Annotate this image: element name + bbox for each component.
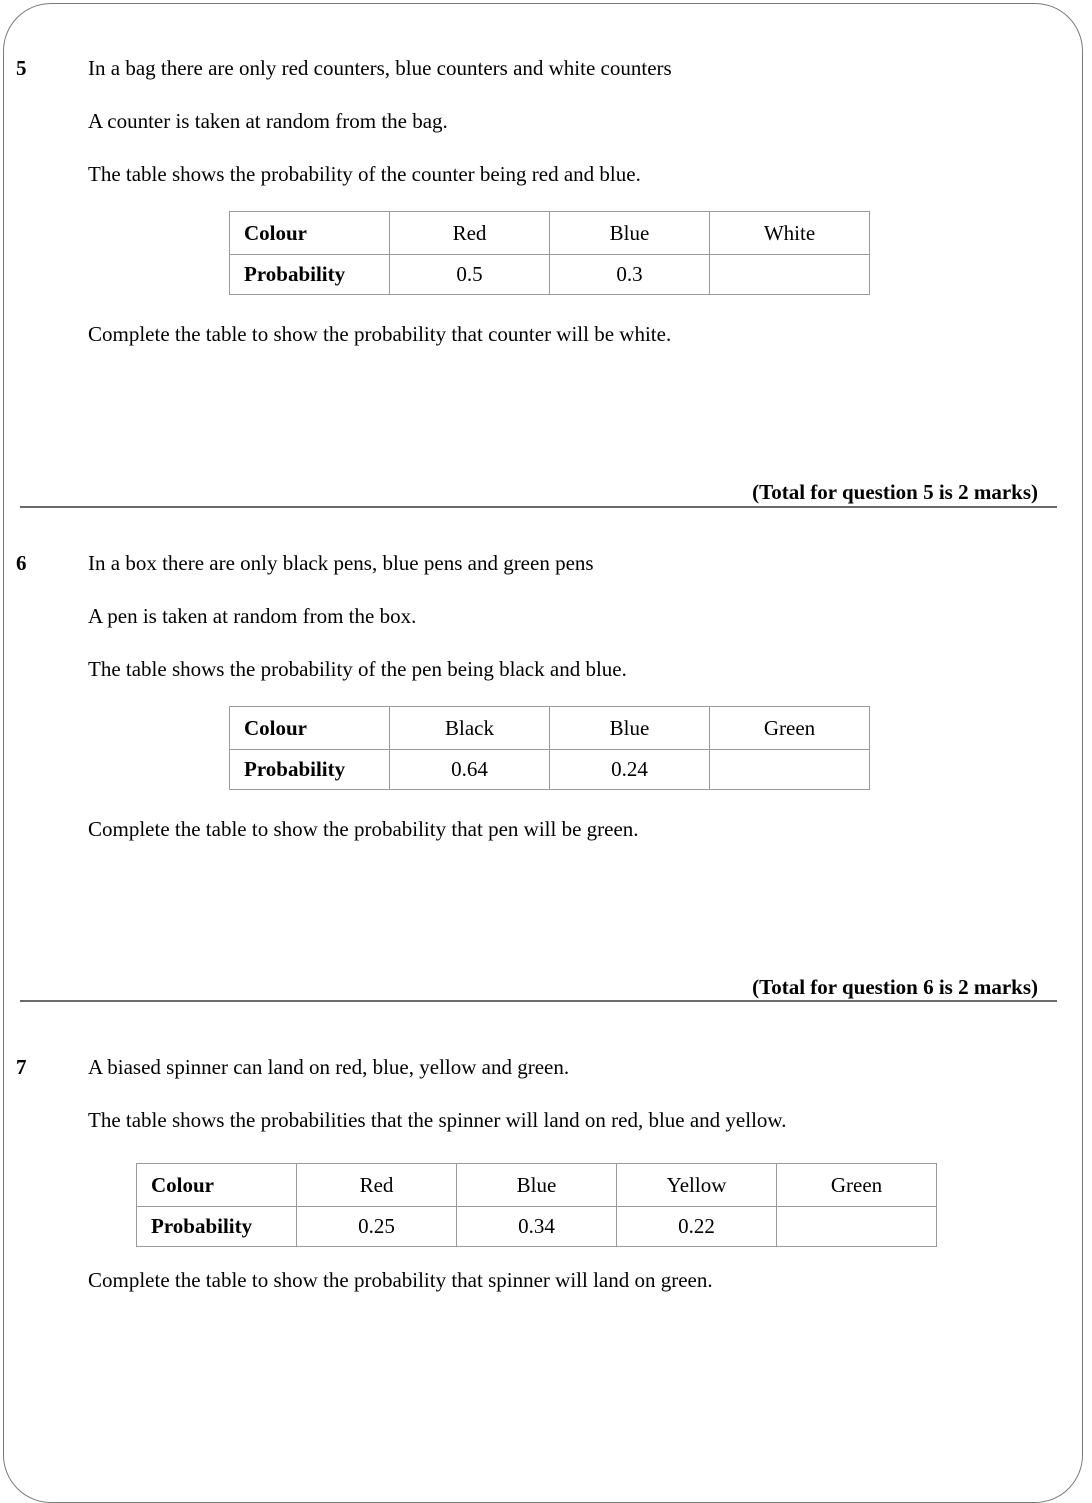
table-cell: White	[710, 212, 870, 255]
table-cell: Red	[390, 212, 550, 255]
divider	[20, 1000, 1057, 1002]
question-5-instruction: Complete the table to show the probability that counter will be white.	[88, 322, 672, 346]
question-6-line-1: In a box there are only black pens, blue pens and green pens	[88, 551, 594, 575]
question-5-line-2: A counter is taken at random from the bag.	[88, 109, 448, 133]
answer-cell-green[interactable]	[710, 750, 870, 790]
table-header-cell: Colour	[230, 707, 390, 750]
table-cell: 0.5	[390, 255, 550, 295]
divider	[20, 506, 1057, 508]
question-7-number: 7	[16, 1055, 27, 1079]
table-cell: 0.34	[457, 1207, 617, 1247]
question-5-line-1: In a bag there are only red counters, blue counters and white counters	[88, 56, 672, 80]
question-5-table	[229, 211, 870, 295]
question-6-line-3: The table shows the probability of the pen being black and blue.	[88, 657, 627, 681]
table-cell: Blue	[550, 212, 710, 255]
table-header-cell: Probability	[230, 255, 390, 295]
table-cell: Green	[710, 707, 870, 750]
table-header-cell: Probability	[230, 750, 390, 790]
table-cell: 0.3	[550, 255, 710, 295]
table-cell: 0.24	[550, 750, 710, 790]
table-cell: Blue	[550, 707, 710, 750]
table-cell: Red	[297, 1164, 457, 1207]
table-header-cell: Colour	[230, 212, 390, 255]
question-6-total: (Total for question 6 is 2 marks)	[752, 975, 1038, 999]
question-7-line-1: A biased spinner can land on red, blue, yellow and green.	[88, 1055, 570, 1079]
answer-cell-white[interactable]	[710, 255, 870, 295]
question-6-table	[229, 706, 870, 790]
question-6-line-2: A pen is taken at random from the box.	[88, 604, 417, 628]
table-cell: Yellow	[617, 1164, 777, 1207]
table-cell: Blue	[457, 1164, 617, 1207]
question-7-instruction: Complete the table to show the probability that spinner will land on green.	[88, 1268, 713, 1292]
question-6-instruction: Complete the table to show the probability that pen will be green.	[88, 817, 639, 841]
table-cell: 0.25	[297, 1207, 457, 1247]
question-7-line-2: The table shows the probabilities that the spinner will land on red, blue and yellow.	[88, 1108, 787, 1132]
question-6-number: 6	[16, 551, 27, 575]
question-5-line-3: The table shows the probability of the counter being red and blue.	[88, 162, 641, 186]
question-7-table	[136, 1163, 937, 1247]
answer-cell-green[interactable]	[777, 1207, 937, 1247]
table-cell: 0.64	[390, 750, 550, 790]
table-cell: Green	[777, 1164, 937, 1207]
question-5-number: 5	[16, 56, 27, 80]
table-header-cell: Colour	[137, 1164, 297, 1207]
table-cell: Black	[390, 707, 550, 750]
table-header-cell: Probability	[137, 1207, 297, 1247]
table-cell: 0.22	[617, 1207, 777, 1247]
question-5-total: (Total for question 5 is 2 marks)	[752, 480, 1038, 504]
